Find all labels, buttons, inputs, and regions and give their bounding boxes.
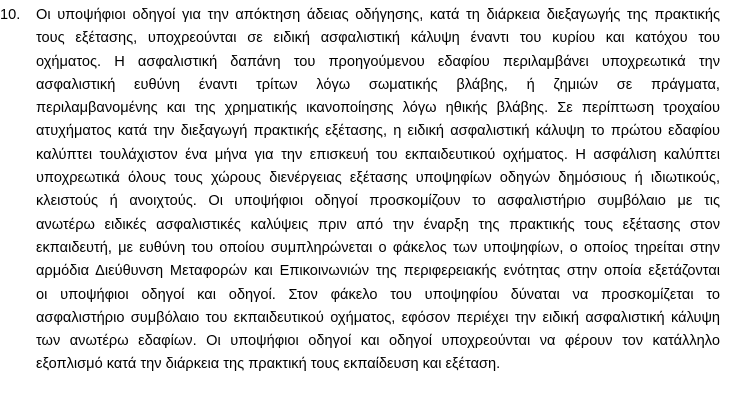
text-line: εξοπλισμό κατά την διάρκεια της πρακτική τους εκπαίδευση και εξέταση. bbox=[36, 356, 501, 373]
text-line: εκπαιδευτή, με ευθύνη του οποίου συμπληρώνεται ο φάκελος των υποψηφίων, ο οποίος τηρείται στην bbox=[36, 239, 720, 256]
text-line: οι υποψήφιοι οδηγοί και οδηγοί. Στον φάκελο του υποψηφίου δύναται να προσκομίζεται το bbox=[36, 286, 720, 303]
item-number: 10. bbox=[0, 7, 21, 23]
text-line: κλειστούς ή ανοιχτούς. Οι υποψήφιοι οδηγοί προσκομίζουν το ασφαλιστήριο συμβόλαιο με τις bbox=[36, 193, 720, 210]
paragraph-text bbox=[36, 4, 720, 377]
text-line: Οι υποψήφιοι οδηγοί για την απόκτηση άδειας οδήγησης, κατά τη διάρκεια διεξαγωγής της πρακτικής bbox=[36, 7, 720, 23]
text-line: οχήματος. Η ασφαλιστική δαπάνη του προηγούμενου εδαφίου περιλαμβάνει υποχρεωτικά την bbox=[36, 53, 720, 70]
text-line: ανωτέρω ειδικές ασφαλιστικές καλύψεις πριν από την έναρξη της πρακτικής τους εξέτασης στον bbox=[36, 216, 720, 233]
text-line: ασφαλιστήριο συμβόλαιο του εκπαιδευτικού οχήματος, εφόσον περιέχει την ειδική ασφαλιστική κάλυψη bbox=[36, 309, 720, 326]
text-line: αρμόδια Διεύθυνση Μεταφορών και Επικοινωνιών της περιφερειακής ενότητας στην οποία εξετάζονται bbox=[36, 263, 720, 280]
text-line: περιλαμβανομένης και της χρηματικής ικανοποίησης λόγω ηθικής βλάβης. Σε περίπτωση τροχαίου bbox=[36, 100, 720, 117]
text-line: τους εξέτασης, υποχρεούνται σε ειδική ασφαλιστική κάλυψη έναντι του κυρίου και κατόχου του bbox=[36, 30, 720, 47]
text-line: υποχρεωτικά όλους τους χώρους διενέργειας εξέτασης υποψηφίων οδηγών δημόσιους ή ιδιωτικούς, bbox=[36, 170, 720, 187]
text-line: των ανωτέρω εδαφίων. Οι υποψήφιοι οδηγοί και οδηγοί υποχρεούνται να φέρουν τον κατάλληλο bbox=[36, 333, 720, 350]
text-line: ασφαλιστική ευθύνη έναντι τρίτων λόγω σωματικής βλάβης, ή ζημιών σε πράγματα, bbox=[36, 76, 720, 93]
text-line: ατυχήματος κατά την διεξαγωγή πρακτικής εξέτασης, η ειδική ασφαλιστική κάλυψη το πρώτου εδαφίου bbox=[36, 123, 720, 140]
text-line: καλύπτει τουλάχιστον ένα μήνα για την επισκευή του εκπαιδευτικού οχήματος. Η ασφάλιση καλύπτει bbox=[36, 146, 720, 163]
